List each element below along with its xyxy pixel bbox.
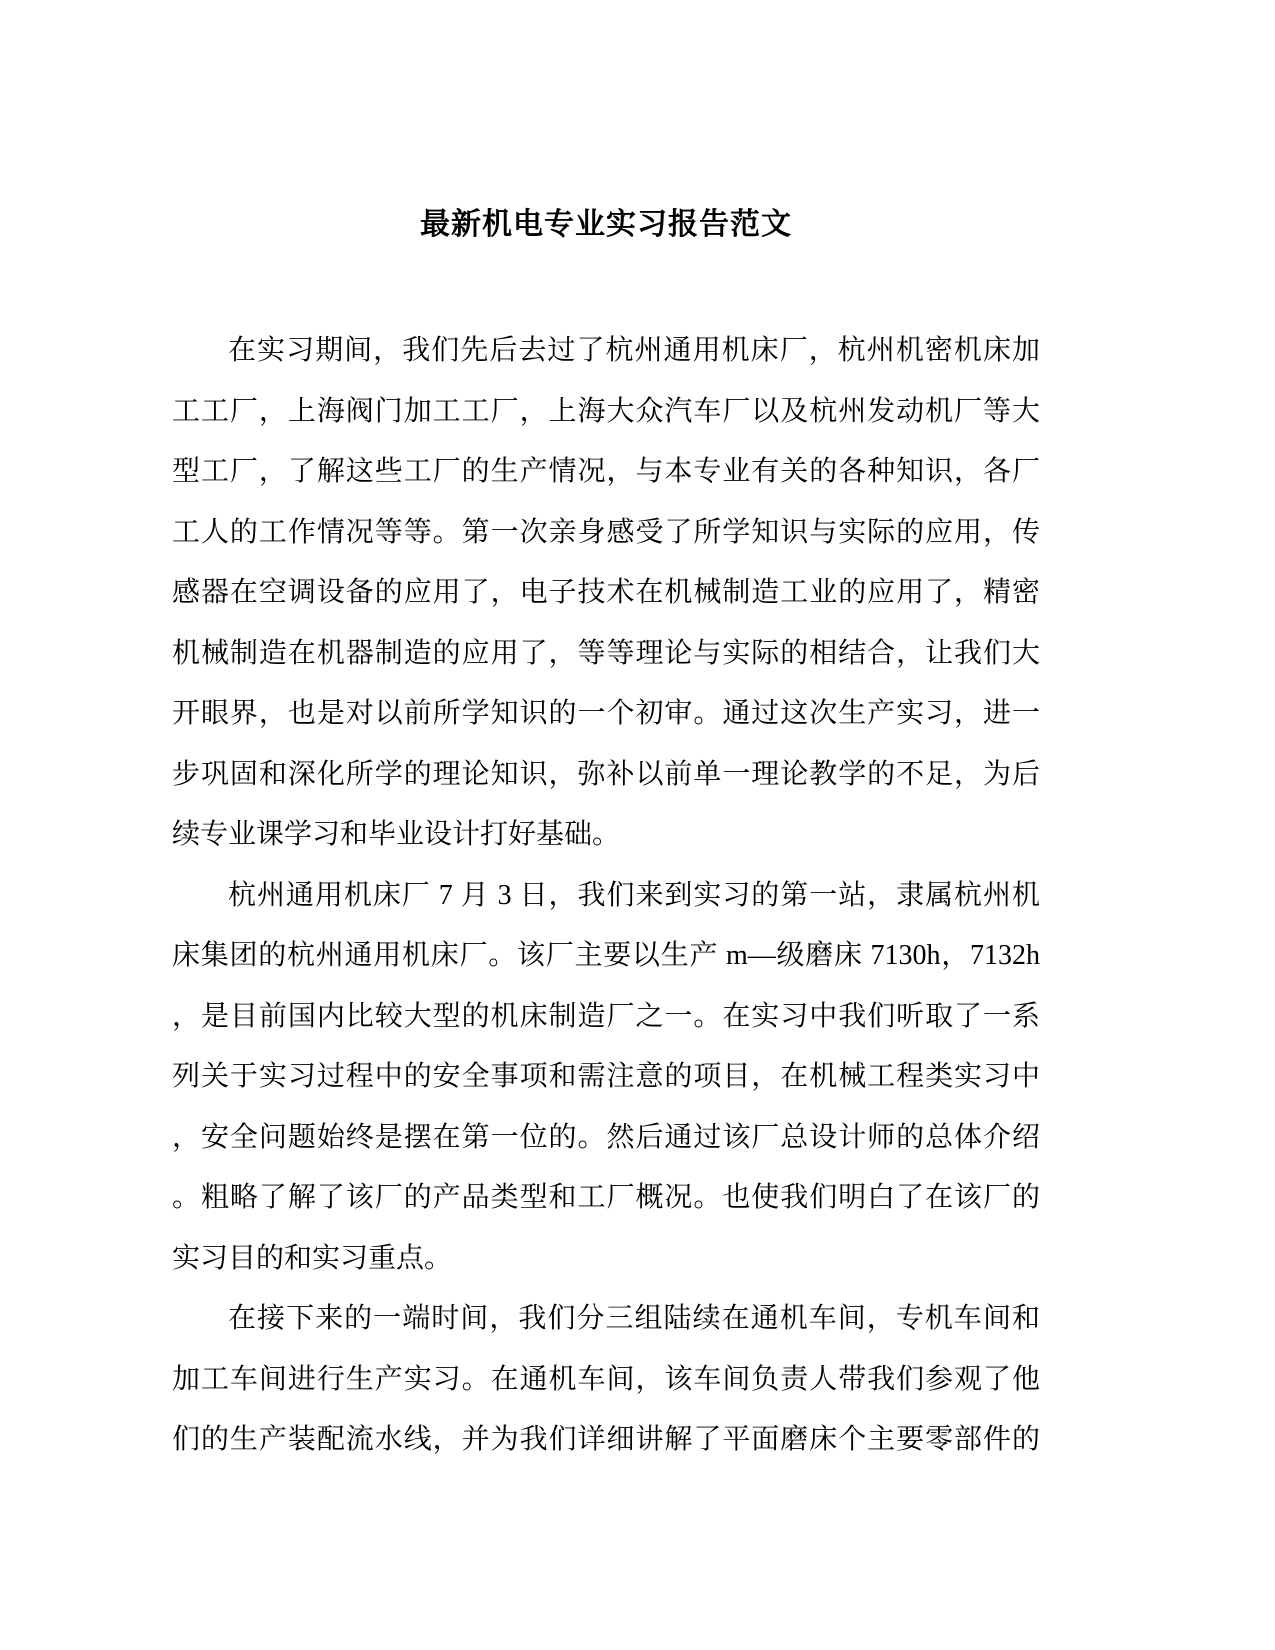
paragraph-line: 们的生产装配流水线，并为我们详细讲解了平面磨床个主要零部件的	[172, 1424, 1040, 1455]
paragraph-line: 续专业课学习和毕业设计打好基础。	[172, 819, 621, 850]
paragraph-line: 杭州通用机床厂 7 月 3 日，我们来到实习的第一站，隶属杭州机	[228, 879, 1040, 911]
paragraph-line: 床集团的杭州通用机床厂。该厂主要以生产 m—级磨床 7130h，7132h	[172, 940, 1040, 971]
paragraph-line: 感器在空调设备的应用了，电子技术在机械制造工业的应用了，精密	[172, 577, 1040, 608]
paragraph-line: 开眼界，也是对以前所学知识的一个初审。通过这次生产实习，进一	[172, 698, 1040, 729]
paragraph-3	[172, 1289, 1040, 1471]
document-title: 最新机电专业实习报告范文	[420, 208, 792, 241]
paragraph-line: 。粗略了解了该厂的产品类型和工厂概况。也使我们明白了在该厂的	[172, 1182, 1040, 1213]
paragraph-line: ，是目前国内比较大型的机床制造厂之一。在实习中我们听取了一系	[172, 1000, 1040, 1032]
paragraph-line: ，安全问题始终是摆在第一位的。然后通过该厂总设计师的总体介绍	[172, 1121, 1040, 1153]
paragraph-line: 型工厂，了解这些工厂的生产情况，与本专业有关的各种知识，各厂	[172, 456, 1040, 487]
paragraph-line: 步巩固和深化所学的理论知识，弥补以前单一理论教学的不足，为后	[172, 758, 1040, 790]
paragraph-line: 在接下来的一端时间，我们分三组陆续在通机车间，专机车间和	[228, 1303, 1040, 1334]
document-body	[172, 321, 1040, 1471]
paragraph-line: 工工厂，上海阀门加工工厂，上海大众汽车厂以及杭州发动机厂等大	[172, 395, 1040, 427]
paragraph-2	[172, 866, 1040, 1290]
paragraph-line: 列关于实习过程中的安全事项和需注意的项目，在机械工程类实习中	[172, 1061, 1040, 1092]
paragraph-line: 实习目的和实习重点。	[172, 1242, 453, 1274]
paragraph-line: 机械制造在机器制造的应用了，等等理论与实际的相结合，让我们大	[172, 637, 1040, 669]
paragraph-line: 加工车间进行生产实习。在通机车间，该车间负责人带我们参观了他	[172, 1363, 1040, 1395]
paragraph-1	[172, 321, 1040, 866]
paragraph-line: 工人的工作情况等等。第一次亲身感受了所学知识与实际的应用，传	[172, 516, 1040, 548]
paragraph-line: 在实习期间，我们先后去过了杭州通用机床厂，杭州机密机床加	[228, 335, 1040, 366]
